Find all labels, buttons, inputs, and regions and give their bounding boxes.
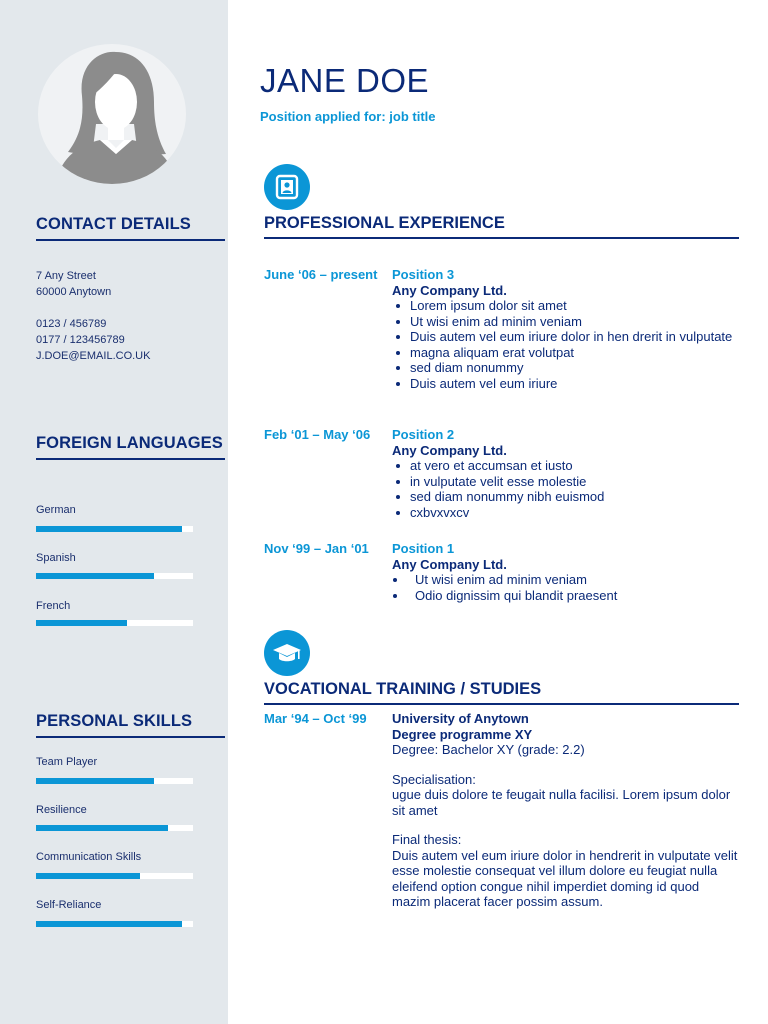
skill-level-bar xyxy=(36,825,193,831)
entry-date: Nov ‘99 – Jan ‘01 xyxy=(264,541,369,556)
graduation-cap-icon xyxy=(264,630,310,676)
entry-bullets xyxy=(392,458,740,520)
sidebar xyxy=(0,0,228,1024)
university-name: University of Anytown xyxy=(392,711,529,726)
email-address: J.DOE@EMAIL.CO.UK xyxy=(36,350,151,362)
list-item: magna aliquam erat volutpat xyxy=(392,345,740,361)
personal-skills-heading: PERSONAL SKILLS xyxy=(36,712,225,738)
entry-date: Mar ‘94 – Oct ‘99 xyxy=(264,711,367,726)
position-applied: Position applied for: job title xyxy=(260,109,436,124)
specialisation-label: Specialisation: xyxy=(392,771,476,787)
address-line: 60000 Anytown xyxy=(36,286,112,298)
address-line: 7 Any Street xyxy=(36,270,96,282)
skill-label: Communication Skills xyxy=(36,851,142,863)
language-level-bar xyxy=(36,573,193,579)
experience-heading: PROFESSIONAL EXPERIENCE xyxy=(264,214,739,239)
contact-card-icon xyxy=(264,164,310,210)
language-label: French xyxy=(36,600,71,612)
entry-date: June ‘06 – present xyxy=(264,267,378,282)
list-item: Duis autem vel eum iriure dolor in hen drerit in vulputate xyxy=(392,329,740,345)
skill-label: Team Player xyxy=(36,756,98,768)
entry-company: Any Company Ltd. xyxy=(392,282,507,298)
entry-position: Position 1 xyxy=(392,541,455,556)
foreign-languages-heading: FOREIGN LANGUAGES xyxy=(36,434,225,460)
list-item: Ut wisi enim ad minim veniam xyxy=(392,572,740,588)
list-item: sed diam nonummy nibh euismod xyxy=(392,489,740,505)
language-level-bar xyxy=(36,620,193,626)
list-item: sed diam nonummy xyxy=(392,360,740,376)
language-level-bar xyxy=(36,526,193,532)
list-item: in vulputate velit esse molestie xyxy=(392,474,740,490)
degree-programme: Degree programme XY xyxy=(392,726,533,742)
entry-date: Feb ‘01 – May ‘06 xyxy=(264,427,371,442)
list-item: at vero et accumsan et iusto xyxy=(392,458,740,474)
list-item: cxbvxvxcv xyxy=(392,505,740,521)
skill-label: Self-Reliance xyxy=(36,899,102,911)
entry-bullets xyxy=(392,572,740,603)
skill-level-bar xyxy=(36,873,193,879)
entry-bullets xyxy=(392,298,740,391)
language-label: Spanish xyxy=(36,552,76,564)
entry-company: Any Company Ltd. xyxy=(392,442,507,458)
skill-label: Resilience xyxy=(36,804,87,816)
candidate-name: JANE DOE xyxy=(260,62,430,99)
contact-details xyxy=(36,268,150,364)
person-silhouette-icon xyxy=(38,44,186,184)
language-label: German xyxy=(36,504,76,516)
entry-position: Position 2 xyxy=(392,427,455,442)
education-heading: VOCATIONAL TRAINING / STUDIES xyxy=(264,680,739,705)
list-item: Ut wisi enim ad minim veniam xyxy=(392,314,740,330)
skill-level-bar xyxy=(36,778,193,784)
phone-number: 0177 / 123456789 xyxy=(36,334,125,346)
list-item: Duis autem vel eum iriure xyxy=(392,376,740,392)
list-item: Odio dignissim qui blandit praesent xyxy=(392,588,740,604)
degree-grade: Degree: Bachelor XY (grade: 2.2) xyxy=(392,742,585,757)
entry-company: Any Company Ltd. xyxy=(392,556,507,572)
avatar xyxy=(38,44,186,184)
thesis-label: Final thesis: xyxy=(392,832,462,847)
contact-details-heading: CONTACT DETAILS xyxy=(36,215,225,241)
list-item: Lorem ipsum dolor sit amet xyxy=(392,298,740,314)
entry-position: Position 3 xyxy=(392,267,455,282)
specialisation-text: ugue duis dolore te feugait nulla facilisi. Lorem ipsum dolor sit amet xyxy=(392,787,731,818)
skill-level-bar xyxy=(36,921,193,927)
phone-number: 0123 / 456789 xyxy=(36,318,107,330)
thesis-text: Duis autem vel eum iriure dolor in hendrerit in vulputate velit esse molestie consequat vel illum dolore eu feugiat nulla eleifend option congue nihil imperdiet doming id quod mazim placerat facer possim assum. xyxy=(392,847,738,909)
